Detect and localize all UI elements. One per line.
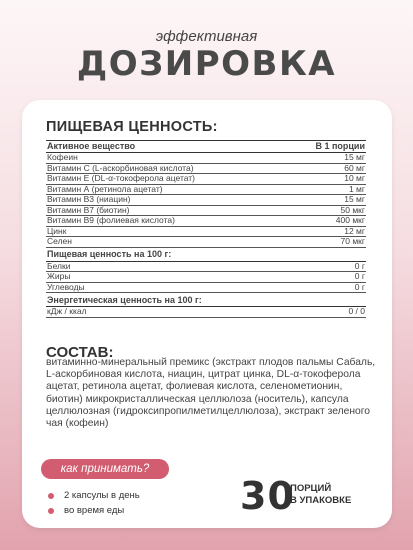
- row-value: 70 мкг: [284, 237, 366, 248]
- row-name: Витамин А (ретинола ацетат): [46, 184, 284, 195]
- row-value: 60 мг: [284, 163, 366, 174]
- row-name: Углеводы: [46, 282, 284, 293]
- row-value: 400 мкг: [284, 216, 366, 227]
- nutrition-heading: ПИЩЕВАЯ ЦЕННОСТЬ:: [46, 119, 218, 135]
- row-name: Жиры: [46, 272, 284, 283]
- list-item: [48, 488, 140, 503]
- row-value: 0 / 0: [284, 307, 366, 318]
- row-name: Витамин B7 (биотин): [46, 205, 284, 216]
- table-row: [46, 184, 366, 195]
- usage-item-text: во время еды: [64, 505, 125, 516]
- table-row: [46, 261, 366, 272]
- energy-heading: Энергетическая ценность на 100 г:: [46, 293, 366, 307]
- table-row: [46, 216, 366, 227]
- table-row: [46, 174, 366, 185]
- row-name: кДж / ккал: [46, 307, 284, 318]
- composition-text: витаминно-минеральный премикс (экстракт плодов пальмы Сабаль, L-аскорбиновая кислота, ниацин, цитрат цинка, DL-α-токоферола ацетат, ретинола ацетат, фолиевая кислота, селенометионин, биотин) микрокристаллическая целлюлоза (носитель), капсула целлюлозная (гидроксипропилметилцеллюлоза), экстракт зеленого чая (кофеин): [46, 357, 376, 430]
- table-row: [46, 282, 366, 293]
- page-title: ДОЗИРОВКА: [76, 44, 337, 84]
- row-value: 0 г: [284, 261, 366, 272]
- row-value: 15 мг: [284, 195, 366, 206]
- table-row: [46, 195, 366, 206]
- row-name: Цинк: [46, 226, 284, 237]
- row-name: Витамин Е (DL-α-токоферола ацетат): [46, 174, 284, 185]
- portions-line-1: ПОРЦИЙ: [290, 483, 332, 494]
- per100-heading: Пищевая ценность на 100 г:: [46, 247, 366, 261]
- portions-line-2: В УПАКОВКЕ: [290, 495, 352, 506]
- usage-item-text: 2 капсулы в день: [64, 490, 140, 501]
- row-value: 15 мг: [284, 153, 366, 164]
- table-row: [46, 163, 366, 174]
- section-header-row: [46, 247, 366, 261]
- row-value: 0 г: [284, 272, 366, 283]
- portions-label: [290, 483, 351, 507]
- table-row: [46, 307, 366, 318]
- bullet-icon: [48, 508, 54, 514]
- composition-heading: СОСТАВ:: [46, 344, 114, 361]
- row-name: Витамин С (L-аскорбиновая кислота): [46, 163, 284, 174]
- subtitle: эффективная: [155, 28, 258, 45]
- section-header-row: [46, 293, 366, 307]
- row-value: 1 мг: [284, 184, 366, 195]
- row-value: 10 мг: [284, 174, 366, 185]
- row-name: Витамин B3 (ниацин): [46, 195, 284, 206]
- row-name: Селен: [46, 237, 284, 248]
- portion-count: 30: [240, 474, 295, 518]
- info-card: [22, 100, 392, 528]
- usage-list: [48, 488, 140, 518]
- list-item: [48, 503, 140, 518]
- table-row: [46, 205, 366, 216]
- nutrition-table: [46, 140, 366, 318]
- table-row: [46, 237, 366, 248]
- bullet-icon: [48, 493, 54, 499]
- table-header-row: [46, 141, 366, 153]
- row-name: Витамин B9 (фолиевая кислота): [46, 216, 284, 227]
- row-value: 0 г: [284, 282, 366, 293]
- column-header-substance: Активное вещество: [46, 141, 284, 153]
- how-to-take-badge: как принимать?: [41, 459, 169, 479]
- column-header-portion: В 1 порции: [284, 141, 366, 153]
- row-value: 12 мг: [284, 226, 366, 237]
- table-row: [46, 226, 366, 237]
- row-name: Кофеин: [46, 153, 284, 164]
- row-value: 50 мкг: [284, 205, 366, 216]
- table-row: [46, 153, 366, 164]
- row-name: Белки: [46, 261, 284, 272]
- table-row: [46, 272, 366, 283]
